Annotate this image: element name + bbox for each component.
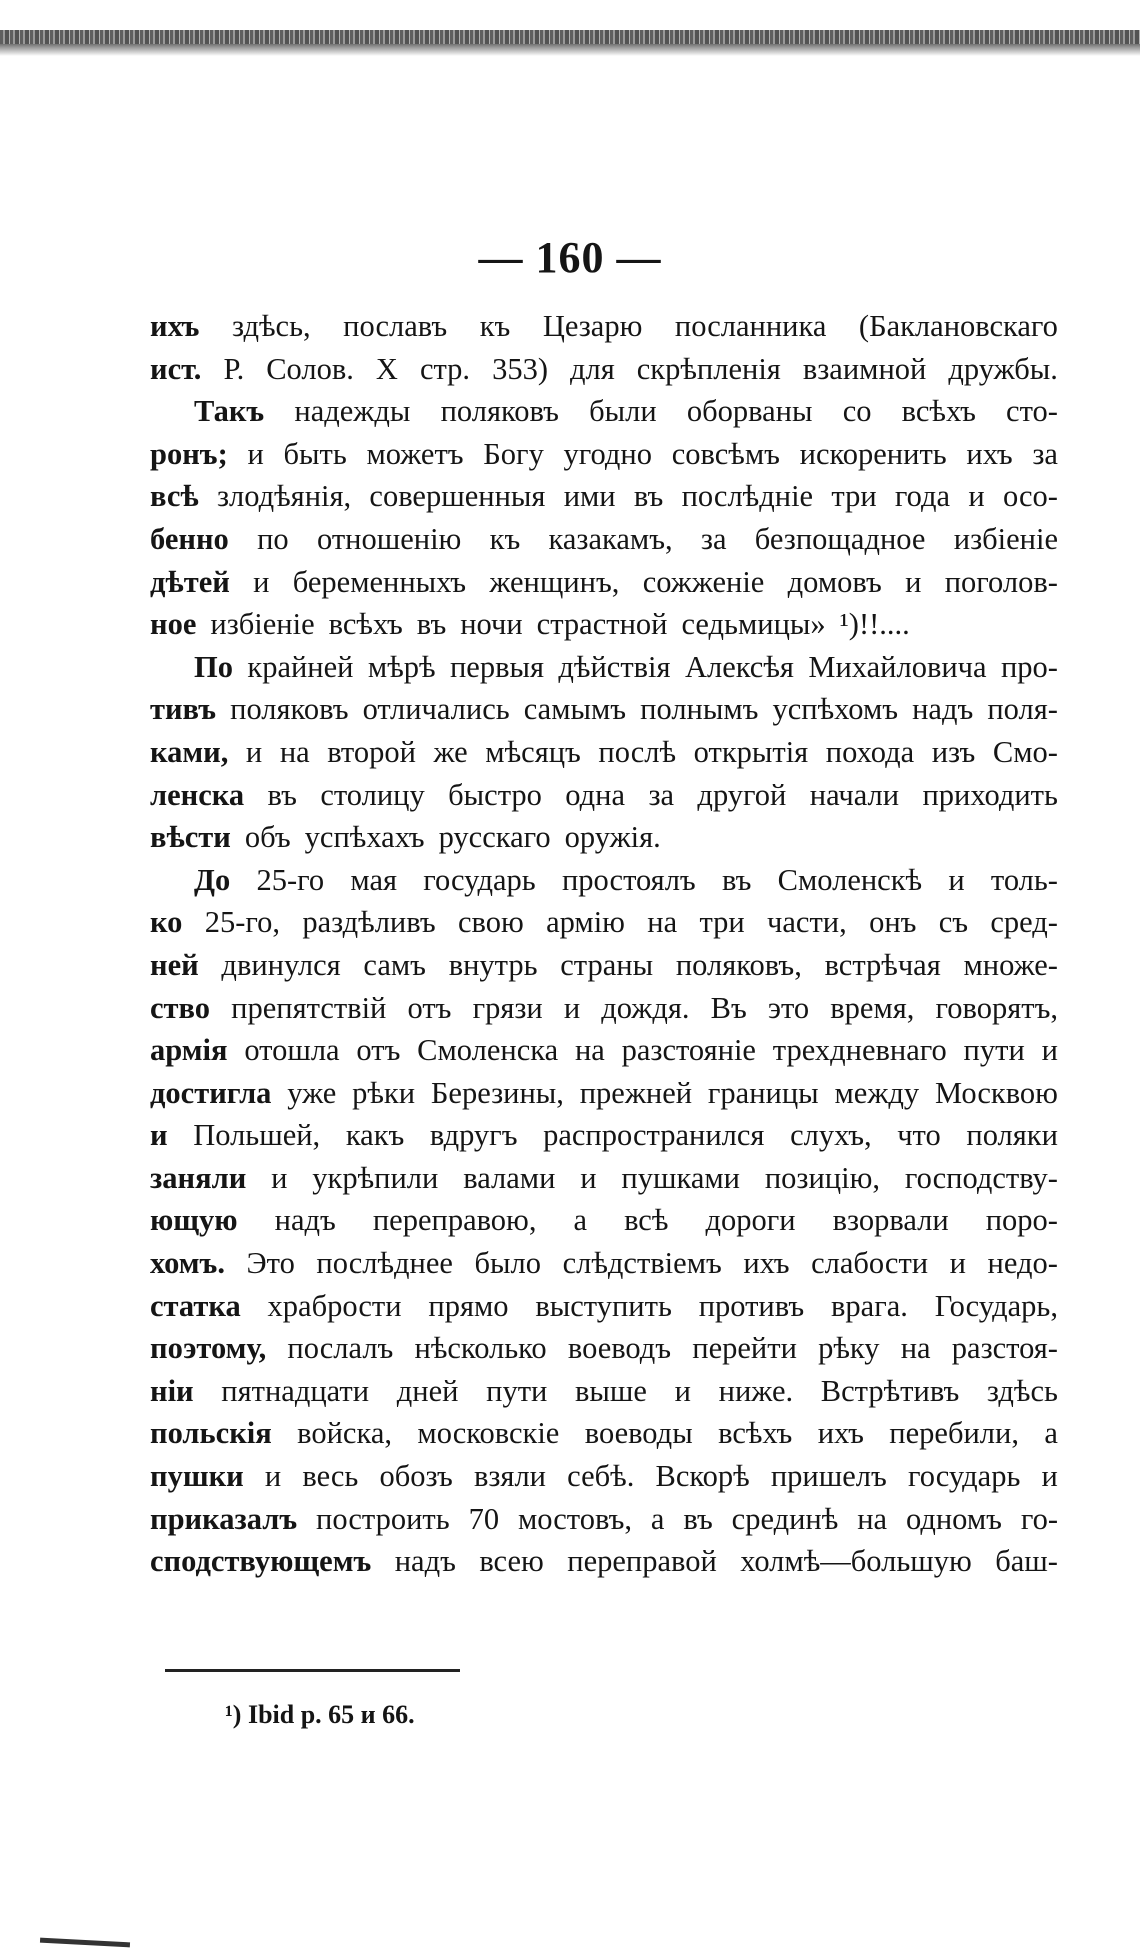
word: и (580, 1160, 597, 1195)
word: поляковъ (440, 394, 559, 429)
word: а (650, 1501, 665, 1536)
word: страстной (536, 607, 668, 642)
word: храбрости (267, 1288, 402, 1323)
word: ихъ (150, 309, 200, 343)
word: злодѣянія, (216, 479, 352, 514)
word: одномъ (905, 1501, 1002, 1536)
word: сожженіе (642, 564, 765, 599)
text-line (150, 433, 1058, 476)
page-number: — 160 — (478, 233, 662, 282)
word: послѣдніе (681, 479, 814, 514)
word: ихъ (743, 1246, 790, 1281)
paragraph-2 (150, 646, 1058, 859)
word: армія (150, 1033, 228, 1068)
word: дождя. (601, 990, 690, 1025)
word: множе- (963, 947, 1058, 982)
footnote: ¹) Ibid p. 65 и 66. (225, 1700, 415, 1729)
word: препятствій (231, 990, 387, 1025)
word: что (897, 1118, 941, 1153)
word: разстоя- (951, 1331, 1058, 1366)
text-line (150, 1285, 1058, 1328)
word: Смоленска (417, 1033, 559, 1068)
word: ней (150, 947, 199, 982)
word: и (674, 1373, 691, 1408)
word: баш- (995, 1544, 1058, 1579)
word: обозъ (379, 1459, 453, 1494)
word: въ (267, 777, 297, 812)
word: себѣ. (567, 1459, 635, 1494)
word: со (842, 394, 872, 429)
word: похода (825, 734, 915, 769)
word: Алексѣя (684, 649, 794, 684)
word: воеводъ (567, 1331, 672, 1366)
word: поляки (966, 1118, 1058, 1153)
word: войска, (297, 1416, 392, 1451)
word: дороги (705, 1203, 796, 1238)
word: государь (423, 862, 536, 897)
word: оборваны (686, 394, 813, 429)
word: были (589, 394, 657, 429)
word: полнымъ (640, 692, 759, 727)
word: ное (150, 607, 197, 642)
word: послалъ (287, 1331, 394, 1366)
word: заняли (150, 1160, 247, 1195)
word: за (700, 521, 727, 556)
body-text (150, 305, 1058, 1583)
word: Государь, (934, 1288, 1058, 1323)
text-line (150, 774, 1058, 817)
word: и (948, 862, 965, 897)
word: къ (489, 521, 521, 556)
text-line (150, 1199, 1058, 1242)
word: простоялъ (561, 862, 696, 897)
word: достигла (150, 1075, 272, 1110)
word: и (968, 479, 985, 514)
word: польскія (150, 1416, 272, 1451)
word: беременныхъ (292, 564, 467, 599)
word: противъ (698, 1288, 805, 1323)
word: холмѣ—большую (740, 1544, 972, 1579)
word: Солов. (266, 351, 354, 386)
word: другой (697, 777, 787, 812)
word: сред- (990, 905, 1058, 940)
word: го- (1020, 1501, 1058, 1536)
word: Смо- (992, 734, 1058, 769)
text-line (150, 1540, 1058, 1583)
word: Вскорѣ (655, 1459, 750, 1494)
word: Это (246, 1246, 295, 1281)
word: государь (907, 1459, 1021, 1494)
word: ¹)!!.... (839, 607, 910, 642)
word: внутрь (448, 947, 538, 982)
word: совсѣмъ (671, 436, 780, 471)
word: на (574, 1033, 605, 1068)
word: приказалъ (150, 1501, 298, 1536)
word: страны (560, 947, 654, 982)
word: статка (150, 1288, 241, 1323)
word: распространился (543, 1118, 765, 1153)
word: перейти (692, 1331, 797, 1366)
word: искоренить (799, 436, 947, 471)
word: Р. (223, 351, 245, 386)
word: вѣсти (150, 820, 231, 855)
word: три (699, 905, 745, 940)
word: ками, (150, 734, 229, 769)
word: поляковъ (230, 692, 349, 727)
word: дѣйствія (558, 649, 671, 684)
word: недо- (987, 1246, 1058, 1281)
text-line (150, 475, 1058, 518)
text-line (150, 646, 1058, 689)
word: отношенію (316, 521, 462, 556)
word: ист. (150, 351, 202, 386)
word: и (264, 1459, 282, 1494)
word: ими (563, 479, 616, 514)
word: срединѣ (731, 1501, 839, 1536)
word: укрѣпили (312, 1160, 439, 1195)
text-line (150, 1412, 1058, 1455)
word: по (257, 521, 289, 556)
word: взаимной (802, 351, 927, 386)
word: самымъ (523, 692, 627, 727)
text-line (150, 1498, 1058, 1541)
scan-bottom-mark (40, 1938, 130, 1948)
word: и (905, 564, 922, 599)
word: поголов- (944, 564, 1058, 599)
word: части, (767, 905, 847, 940)
word: седьмицы» (681, 607, 826, 642)
word: въ (683, 1501, 713, 1536)
word: а (1044, 1416, 1058, 1451)
word: начали (809, 777, 900, 812)
word: избіеніе (210, 607, 315, 642)
word: грязи (472, 990, 543, 1025)
word: отъ (407, 990, 452, 1025)
word: X (375, 351, 398, 386)
word: 353) (492, 351, 548, 386)
word: пушками (621, 1160, 740, 1195)
word: отошла (244, 1033, 340, 1068)
word: и (563, 990, 581, 1025)
word: для (569, 351, 615, 386)
paragraph-3 (150, 859, 1058, 1583)
word: въ (416, 607, 447, 642)
word: и (245, 734, 263, 769)
text-line (150, 859, 1058, 902)
word: ющую (150, 1203, 238, 1238)
word: безпощадное (754, 521, 926, 556)
word: слухъ, (790, 1118, 872, 1153)
text-line (150, 348, 1058, 391)
word: нѣсколько (414, 1331, 547, 1366)
word: Польшей, (193, 1118, 321, 1153)
word: ихъ (966, 436, 1013, 471)
word: крайней (247, 649, 354, 684)
word: оружія. (564, 820, 661, 855)
text-line (150, 688, 1058, 731)
word: взяли (473, 1459, 547, 1494)
word: успѣхомъ (772, 692, 899, 727)
word: прежней (579, 1075, 693, 1110)
word: дѣтей (150, 564, 230, 599)
word: слѣдствіемъ (562, 1246, 722, 1281)
word: на (900, 1331, 931, 1366)
text-line (150, 518, 1058, 561)
text-line (150, 1370, 1058, 1413)
word: мѣсяцъ (485, 734, 581, 769)
word: въ (633, 479, 664, 514)
word: границы (707, 1075, 819, 1110)
word: свою (457, 905, 524, 940)
word: тивъ (150, 692, 217, 727)
word: Цезарю (542, 309, 643, 343)
word: послѣднее (316, 1246, 453, 1281)
word: приходить (922, 777, 1058, 812)
word: бенно (150, 521, 229, 556)
word: надъ (274, 1203, 336, 1238)
word: воеводы (584, 1416, 693, 1451)
word: про- (1000, 649, 1058, 684)
word: До (194, 862, 231, 897)
word: толь- (990, 862, 1058, 897)
word: Такъ (194, 394, 265, 429)
word: дней (396, 1373, 459, 1408)
word: (Баклановскаго (858, 309, 1058, 343)
word: слабости (811, 1246, 929, 1281)
text-line (150, 603, 1058, 646)
word: посланника (674, 309, 827, 343)
word: между (834, 1075, 920, 1110)
word: онъ (869, 905, 917, 940)
word: здѣсь (986, 1373, 1058, 1408)
text-line (150, 1157, 1058, 1200)
word: и (1041, 1033, 1058, 1068)
word: 70 (468, 1501, 500, 1536)
word: надъ (394, 1544, 456, 1579)
word: 25-го (256, 862, 325, 897)
word: По (194, 649, 233, 684)
word: второй (327, 734, 416, 769)
text-line (150, 731, 1058, 774)
text-line (150, 1455, 1058, 1498)
word: здѣсь, (231, 309, 311, 343)
word: на (647, 905, 678, 940)
word: избіеніе (953, 521, 1058, 556)
text-line (150, 1327, 1058, 1370)
word: какъ (345, 1118, 405, 1153)
word: и (253, 564, 270, 599)
word: и (1041, 1459, 1058, 1494)
word: построить (316, 1501, 450, 1536)
word: переправой (567, 1544, 717, 1579)
word: за (1032, 436, 1058, 471)
word: женщинъ, (489, 564, 620, 599)
text-line (150, 816, 1058, 859)
word: вдругъ (429, 1118, 518, 1153)
word: стр. (419, 351, 471, 386)
word: всею (479, 1544, 544, 1579)
word: можетъ (366, 436, 464, 471)
word: перебили, (889, 1416, 1019, 1451)
word: на (279, 734, 310, 769)
word: къ (479, 309, 511, 343)
word: открытія (693, 734, 809, 769)
word: поро- (985, 1203, 1058, 1238)
word: армію (546, 905, 625, 940)
text-line (150, 1029, 1058, 1072)
word: совершенныя (369, 479, 546, 514)
word: Смоленскѣ (777, 862, 923, 897)
word: и (271, 1160, 288, 1195)
word: всѣхъ (328, 607, 403, 642)
text-line (150, 987, 1058, 1030)
word: Михайловича (808, 649, 987, 684)
word: всѣхъ (718, 1416, 793, 1451)
word: года (894, 479, 951, 514)
word: самъ (363, 947, 426, 982)
word: позицію, (764, 1160, 880, 1195)
word: всѣ (624, 1203, 669, 1238)
word: мостовъ, (517, 1501, 633, 1536)
text-line (150, 305, 1058, 348)
word: первыя (449, 649, 544, 684)
word: же (433, 734, 468, 769)
word: и (247, 436, 264, 471)
word: домовъ (787, 564, 882, 599)
word: московскіе (417, 1416, 560, 1451)
word: казакамъ, (548, 521, 673, 556)
scan-top-edge (0, 30, 1140, 56)
word: поляковъ, (675, 947, 802, 982)
word: мая (350, 862, 398, 897)
word: дружбы. (948, 351, 1058, 386)
text-line (150, 561, 1058, 604)
word: всѣ (150, 479, 199, 514)
word: ство (150, 990, 211, 1025)
text-line (150, 1072, 1058, 1115)
word: переправою, (372, 1203, 537, 1238)
word: ниже. (718, 1373, 794, 1408)
word: взорвали (832, 1203, 949, 1238)
word: послѣ (598, 734, 677, 769)
word: сто- (1006, 394, 1058, 429)
word: встрѣчая (824, 947, 941, 982)
word: за (648, 777, 675, 812)
word: ихъ (817, 1416, 864, 1451)
paragraph-1 (150, 305, 1058, 646)
word: угодно (563, 436, 653, 471)
word: ленска (150, 777, 245, 812)
word: выступить (535, 1288, 672, 1323)
word: ронъ; (150, 436, 228, 471)
word: Москвою (935, 1075, 1058, 1110)
word: отличались (362, 692, 510, 727)
word: пришелъ (770, 1459, 887, 1494)
word: рѣку (818, 1331, 880, 1366)
word: русскаго (438, 820, 551, 855)
word: столицу (320, 777, 425, 812)
word: пятнадцати (221, 1373, 370, 1408)
word: пути (486, 1373, 548, 1408)
word: рѣки (352, 1075, 416, 1110)
word: трехдневнаго (772, 1033, 947, 1068)
word: а (573, 1203, 588, 1238)
word: ніи (150, 1373, 194, 1408)
word: осо- (1002, 479, 1058, 514)
text-line (150, 1114, 1058, 1157)
word: быстро (448, 777, 542, 812)
word: три (831, 479, 877, 514)
word: врага. (831, 1288, 908, 1323)
word: въ (721, 862, 752, 897)
word: съ (938, 905, 969, 940)
word: надежды (294, 394, 411, 429)
word: Въ (710, 990, 747, 1025)
text-line (150, 390, 1058, 433)
word: Березины, (430, 1075, 564, 1110)
word: говорятъ, (935, 990, 1058, 1025)
text-line (150, 901, 1058, 944)
word: ночи (460, 607, 523, 642)
word: скрѣпленія (636, 351, 781, 386)
word: прямо (428, 1288, 509, 1323)
word: и (150, 1118, 168, 1153)
word: Встрѣтивъ (820, 1373, 960, 1408)
word: надъ (912, 692, 974, 727)
word: поля- (987, 692, 1058, 727)
word: ко (150, 905, 183, 940)
word: выше (575, 1373, 647, 1408)
word: раздѣливъ (302, 905, 436, 940)
word: быть (283, 436, 347, 471)
word: время, (830, 990, 915, 1025)
word: весь (302, 1459, 359, 1494)
word: поэтому, (150, 1331, 267, 1366)
text-line (150, 944, 1058, 987)
word: успѣхахъ (304, 820, 425, 855)
word: сподствующемъ (150, 1544, 372, 1579)
word: разстояніе (621, 1033, 756, 1068)
word: всѣхъ (901, 394, 976, 429)
word: изъ (931, 734, 976, 769)
word: 25-го, (204, 905, 281, 940)
word: это (767, 990, 810, 1025)
word: пути (963, 1033, 1025, 1068)
word: отъ (356, 1033, 401, 1068)
word: пославъ (343, 309, 448, 343)
footnote-divider (165, 1669, 460, 1672)
word: двинулся (221, 947, 341, 982)
word: объ (244, 820, 291, 855)
word: Богу (483, 436, 544, 471)
word: уже (287, 1075, 337, 1110)
word: и (949, 1246, 966, 1281)
word: было (474, 1246, 542, 1281)
word: хомъ. (150, 1246, 225, 1281)
word: валами (463, 1160, 556, 1195)
word: пушки (150, 1459, 244, 1494)
word: одна (565, 777, 626, 812)
text-line (150, 1242, 1058, 1285)
word: на (857, 1501, 888, 1536)
word: мѣрѣ (367, 649, 436, 684)
word: господству- (904, 1160, 1058, 1195)
